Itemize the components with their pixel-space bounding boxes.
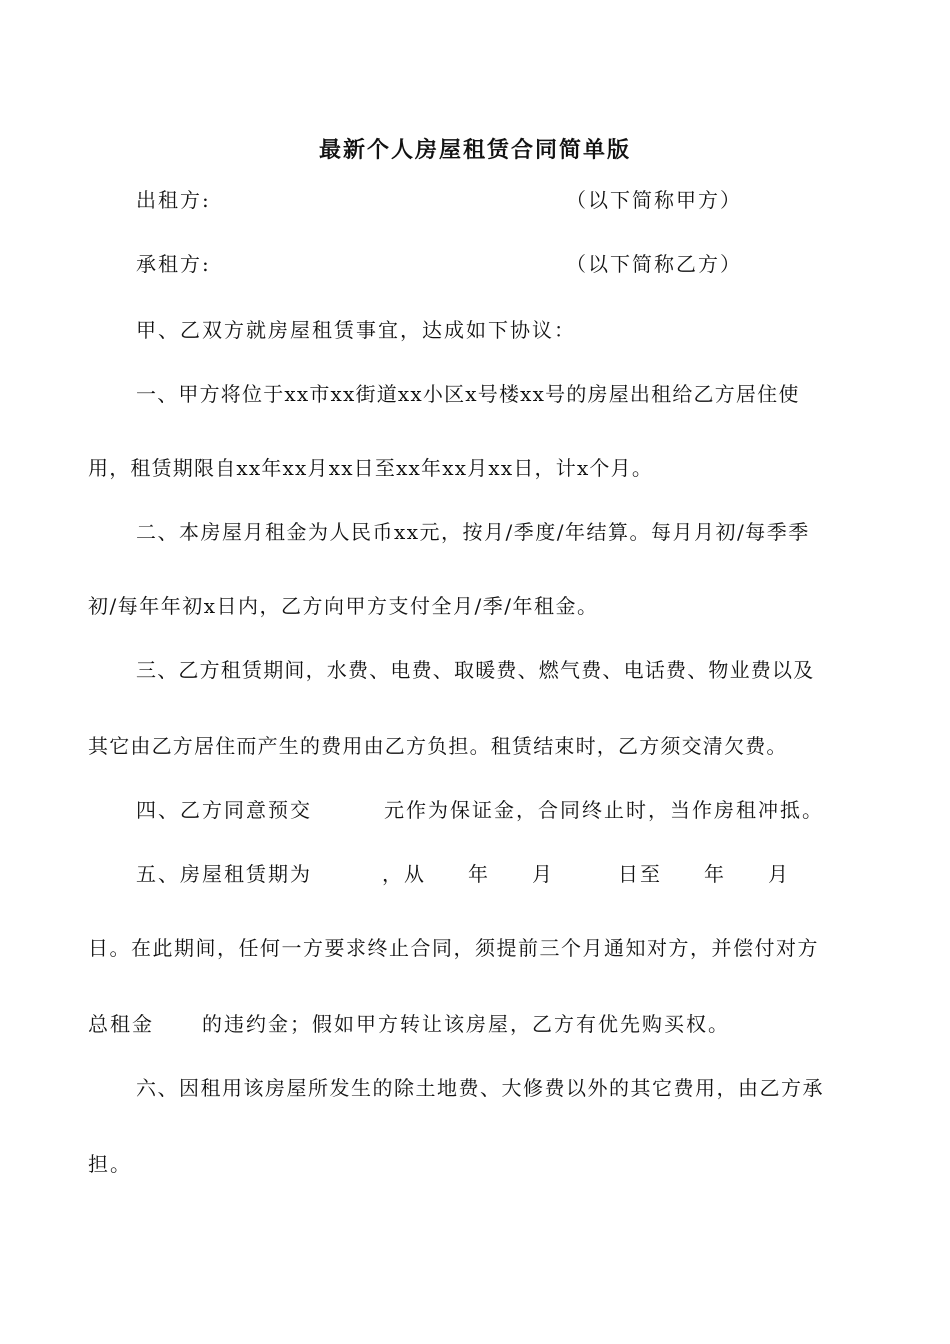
- clause-5-line-1: [136, 860, 790, 888]
- clause-2-line-1: 二、本房屋月租金为人民币xx元，按月/季度/年结算。每月月初/每季季: [136, 520, 810, 544]
- clause-4-line: [136, 796, 824, 824]
- clause-4-part-2: 元作为保证金，合同终止时，当作房租冲抵。: [384, 798, 824, 822]
- clause-5-part-2: ，从: [382, 862, 426, 886]
- clause-1-line-1: 一、甲方将位于xx市xx街道xx小区x号楼xx号的房屋出租给乙方居住使: [136, 382, 800, 406]
- clause-1-line-2: 用，租赁期限自xx年xx月xx日至xx年xx月xx日，计x个月。: [88, 456, 654, 480]
- clause-6-line-1: 六、因租用该房屋所发生的除土地费、大修费以外的其它费用，由乙方承: [136, 1076, 824, 1100]
- clause-2-line-2: 初/每年年初x日内，乙方向甲方支付全月/季/年租金。: [88, 594, 599, 618]
- clause-3-line-1: 三、乙方租赁期间，水费、电费、取暖费、燃气费、电话费、物业费以及: [136, 658, 815, 682]
- lessor-note: （以下简称甲方）: [566, 188, 742, 212]
- document-title: 最新个人房屋租赁合同简单版: [318, 137, 631, 163]
- clause-5-month-1: 月: [532, 862, 554, 886]
- clause-5-month-2: 月: [768, 862, 790, 886]
- clause-5-year-1: 年: [468, 862, 490, 886]
- clause-5-part-1: 五、房屋租赁期为: [136, 862, 312, 886]
- intro-paragraph: 甲、乙双方就房屋租赁事宜，达成如下协议：: [136, 318, 576, 342]
- clause-5-line-3-part-1: 总租金: [88, 1012, 154, 1036]
- clause-5-line-2: 日。在此期间，任何一方要求终止合同，须提前三个月通知对方，并偿付对方: [88, 936, 819, 960]
- lessee-label: 承租方:: [136, 252, 211, 276]
- lessee-line: [136, 250, 211, 278]
- lessor-line: [136, 186, 211, 214]
- clause-3-line-2: 其它由乙方居住而产生的费用由乙方负担。租赁结束时，乙方须交清欠费。: [88, 734, 788, 758]
- clause-5-year-2: 年: [704, 862, 726, 886]
- clause-4-part-1: 四、乙方同意预交: [136, 798, 312, 822]
- lessee-note: （以下简称乙方）: [566, 252, 742, 276]
- clause-5-day-to: 日至: [618, 862, 662, 886]
- clause-6-line-2: 担。: [88, 1152, 132, 1176]
- clause-5-line-3-part-2: 的违约金；假如甲方转让该房屋，乙方有优先购买权。: [202, 1012, 730, 1036]
- clause-5-line-3: [88, 1010, 730, 1038]
- lessor-label: 出租方:: [136, 188, 211, 212]
